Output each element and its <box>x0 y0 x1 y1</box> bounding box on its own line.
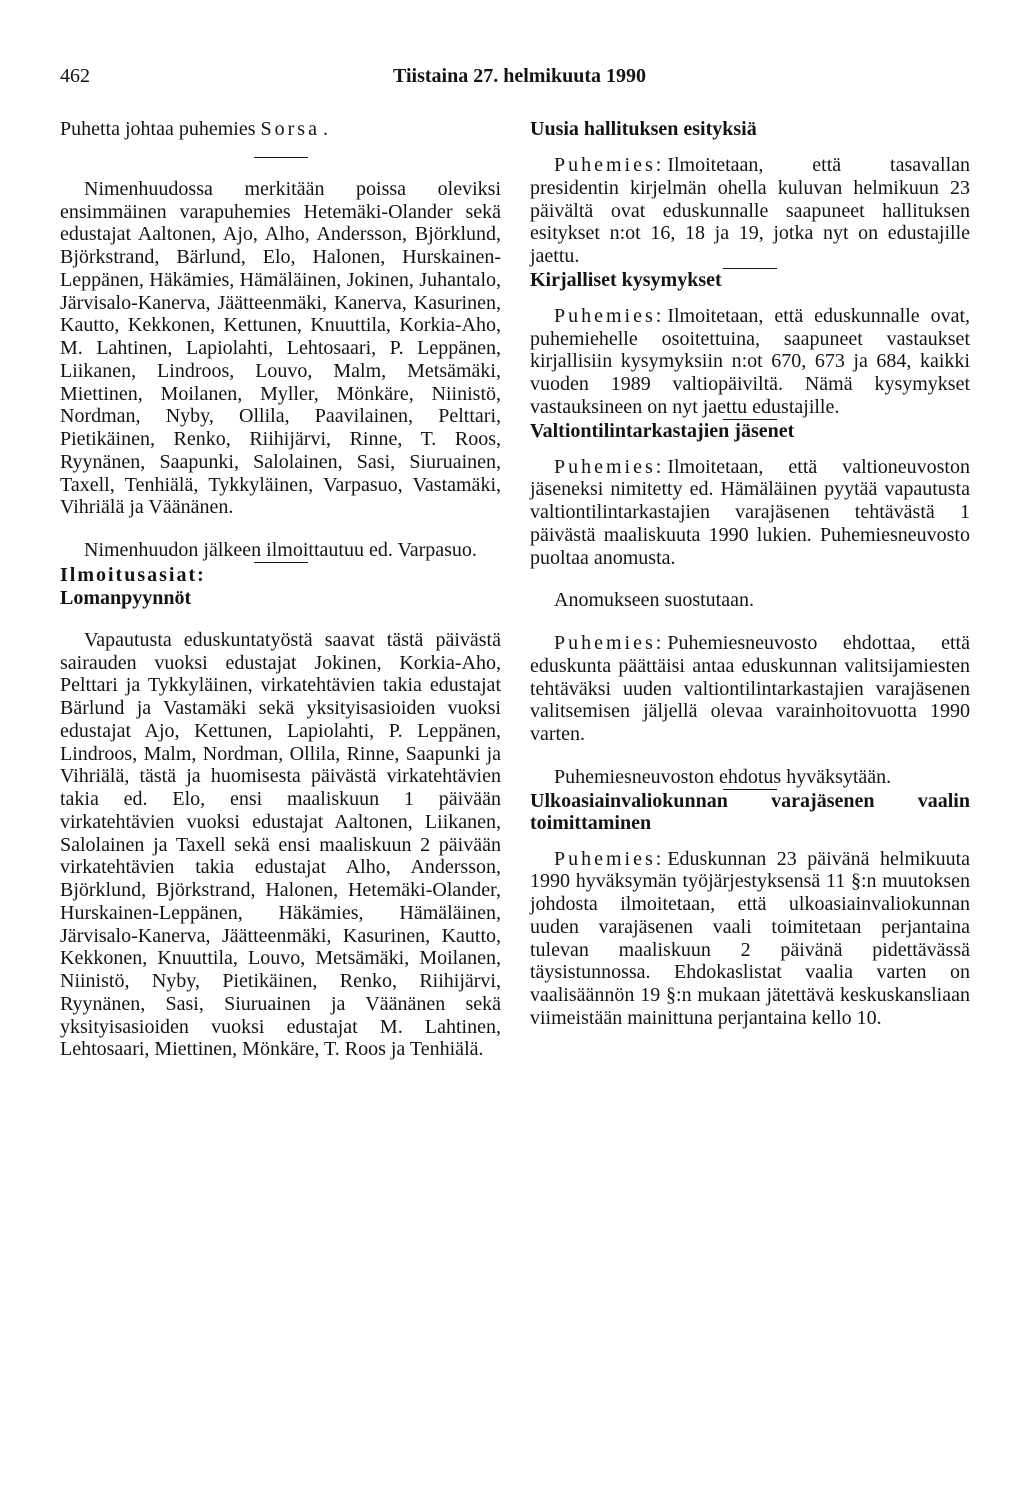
left-column <box>60 118 501 1061</box>
government-bills-section <box>530 118 970 268</box>
state-auditors-paragraph <box>530 456 970 570</box>
council-proposal-paragraph <box>530 632 970 746</box>
speaker-label: Puhemies: <box>554 847 665 870</box>
state-auditors-section <box>530 420 970 789</box>
running-head-date: Tiistaina 27. helmikuuta 1990 <box>393 65 647 87</box>
leave-requests-paragraph: Vapautusta eduskuntatyöstä saavat tästä päivästä sairauden vuoksi edustajat Jokinen, Korkia-Aho, Pelttari ja Tykkyläinen, virkatehtävien takia edustajat Bärlund ja Vastamäki sekä yksityisasioiden vuoksi edustajat Ajo, Kettunen, Lapiolahti, P. Leppänen, Lindroos, Malm, Nordman, Ollila, Rinne, Saapunki ja Vihriälä, tästä ja huomisesta päivästä virkatehtävien takia ed. Elo, ensi maaliskuun 1 päivään virkatehtävien vuoksi edustajat Aaltonen, Liikanen, Salolainen ja Taxell sekä ensi maaliskuun 2 päivään virkatehtävien takia edustajat Alho, Andersson, Björklund, Björkstrand, Halonen, Hetemäki-Olander, Hurskainen-Leppänen, Häkämies, Hämäläinen, Järvisalo-Kanerva, Jäätteenmäki, Kasurinen, Kautto, Kekkonen, Knuuttila, Louvo, Metsämäki, Moilanen, Niinistö, Nyby, Pietikäinen, Renko, Riihijärvi, Ryynänen, Sasi, Siuruainen ja Väänänen sekä yksityisasioiden vuoksi edustajat M. Lahtinen, Lehtosaari, Miettinen, Mönkäre, T. Roos ja Tenhiälä. <box>60 628 501 1061</box>
speaker-label: Puhemies: <box>554 154 665 176</box>
chair-statement <box>60 118 501 141</box>
notices-heading: Ilmoitusasiat: <box>60 563 206 586</box>
speaker-label: Puhemies: <box>554 304 665 327</box>
leave-requests-heading: Lomanpyynnöt <box>60 586 192 609</box>
written-questions-section <box>530 269 970 419</box>
proposal-approved-paragraph: Puhemiesneuvoston ehdotus hyväksytään. <box>554 765 892 788</box>
chair-prefix: Puhetta johtaa puhemies <box>60 118 256 140</box>
speaker-label: Puhemies: <box>554 455 665 478</box>
foreign-affairs-heading: Ulkoasiainvaliokunnan varajäsenen vaalin toimittaminen <box>530 789 970 834</box>
after-roll-call-paragraph: Nimenhuudon jälkeen ilmoittautuu ed. Varpasuo. <box>84 539 477 561</box>
section-divider <box>254 157 308 158</box>
government-bills-heading: Uusia hallituksen esityksiä <box>530 118 757 140</box>
foreign-affairs-section <box>530 790 970 1030</box>
written-questions-heading: Kirjalliset kysymykset <box>530 268 722 291</box>
roll-call-paragraph: Nimenhuudossa merkitään poissa oleviksi ensimmäinen varapuhemies Hetemäki-Olander sekä edustajat Aaltonen, Ajo, Alho, Andersson, Björklund, Björkstrand, Bärlund, Elo, Halonen, Hurskainen-Leppänen, Häkämies, Hämäläinen, Jokinen, Juhantalo, Järvisalo-Kanerva, Jäätteenmäki, Kanerva, Kasurinen, Kautto, Kekkonen, Kettunen, Knuuttila, Korkia-Aho, M. Lahtinen, Lapiolahti, Lehtosaari, P. Leppänen, Liikanen, Lindroos, Louvo, Malm, Metsämäki, Miettinen, Moilanen, Myller, Mönkäre, Niinistö, Nordman, Nyby, Ollila, Paavilainen, Pelttari, Pietikäinen, Renko, Riihijärvi, Rinne, T. Roos, Ryynänen, Saapunki, Salolainen, Sasi, Siuruainen, Taxell, Tenhiälä, Tykkyläinen, Varpasuo, Vastamäki, Vihriälä ja Väänänen. <box>60 177 501 519</box>
written-questions-text: Ilmoitetaan, että eduskunnalle ovat, puhemiehelle osoitettuina, saapuneet vastaukset kirjallisiin kysymyksiin n:ot 670, 673 ja 684, kaikki vuoden 1989 valtiopäiviltä. Nämä kysymykset vastauksineen on nyt jaettu edustajille. <box>530 304 970 418</box>
written-questions-paragraph <box>530 305 970 419</box>
foreign-affairs-text: Eduskunnan 23 päivänä helmikuuta 1990 hyväksymän työjärjestyksensä 11 §:n muutoksen johdosta ilmoitetaan, että ulkoasiainvaliokunnan uuden varajäsenen vaali toimitetaan perjantaina tulevan maaliskuun 2 päivänä pidettävässä täysistunnossa. Ehdokaslistat vaalia varten on vaalisäännön 19 §:n mukaan jätettävä keskuskansliaan viimeistään mainittuna perjantaina kello 10. <box>530 847 970 1029</box>
chair-name: Sorsa <box>260 118 320 140</box>
government-bills-paragraph <box>530 154 970 268</box>
foreign-affairs-paragraph <box>530 848 970 1030</box>
government-bills-text: Ilmoitetaan, että tasavallan presidentin kirjelmän ohella kuluvan helmikuun 23 päivältä ovat eduskunnalle saapuneet hallituksen esitykset n:ot 16, 18 ja 19, jotka nyt on edustajille jaettu. <box>530 154 970 267</box>
page-number: 462 <box>60 65 90 87</box>
council-proposal-text: Puhemiesneuvosto ehdottaa, että eduskunta päättäisi antaa eduskunnan valitsijamiesten tehtäväksi uuden valtiontilintarkastajien varajäsenen valitsemisen jäljellä olevaa varainhoitovuotta 1990 varten. <box>530 632 970 745</box>
chair-suffix: . <box>322 118 328 140</box>
speaker-label: Puhemies: <box>554 632 665 654</box>
state-auditors-text: Ilmoitetaan, että valtioneuvoston jäseneksi nimitetty ed. Hämäläinen pyytää vapautusta valtiontilintarkastajien varajäsenen tehtävästä 1 päivästä maaliskuuta 1990 lukien. Puhemiesneuvosto puoltaa anomusta. <box>530 455 970 569</box>
right-column <box>530 118 970 1030</box>
state-auditors-heading: Valtiontilintarkastajien jäsenet <box>530 419 795 442</box>
request-granted-paragraph: Anomukseen suostutaan. <box>554 589 754 612</box>
